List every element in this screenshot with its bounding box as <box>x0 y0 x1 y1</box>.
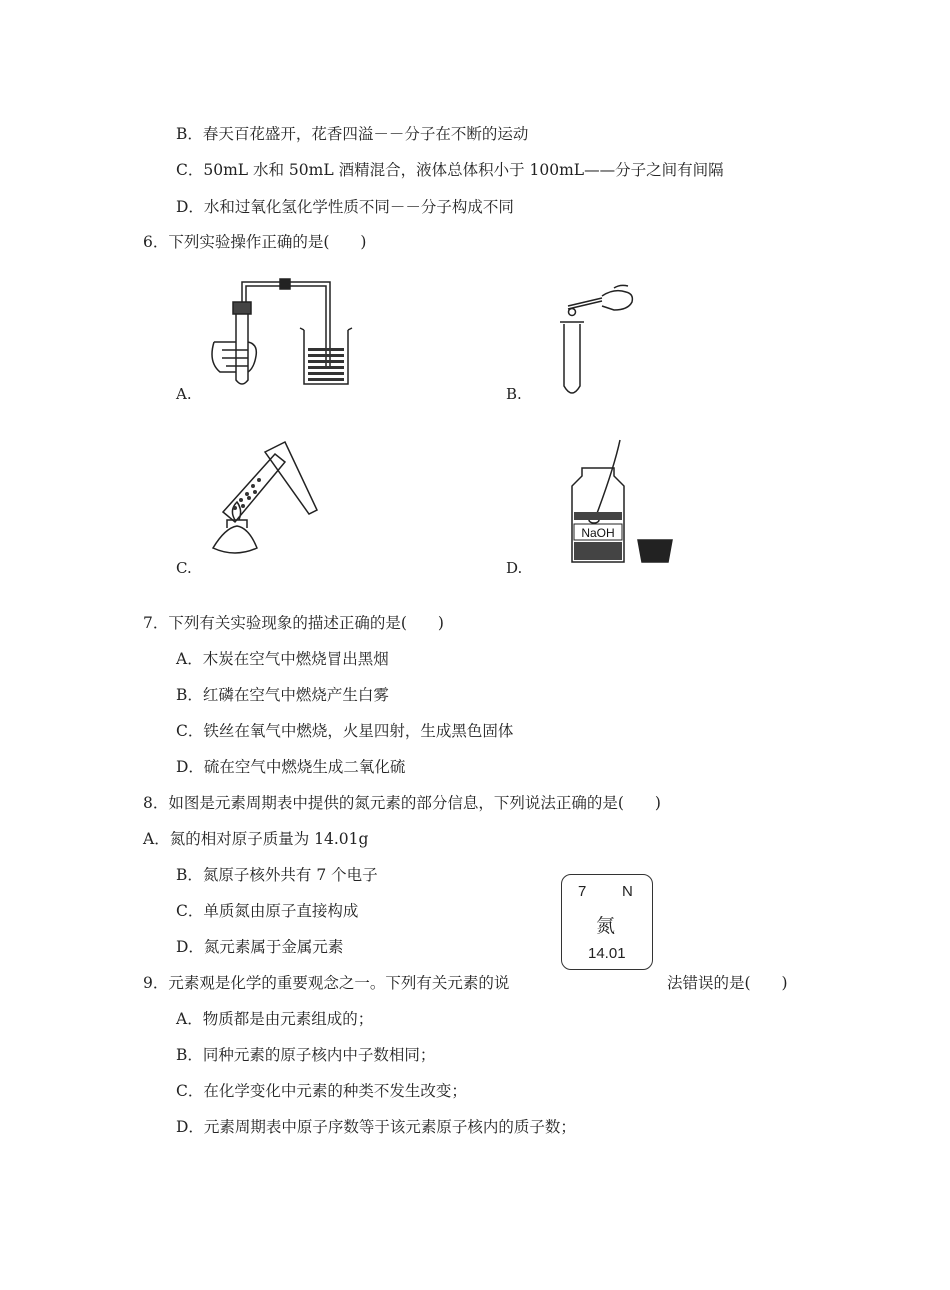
q7-option-c: C．铁丝在氧气中燃烧，火星四射，生成黑色固体 <box>176 722 514 740</box>
figure-a-airtightness-check <box>200 272 360 392</box>
q8-option-c: C．单质氮由原子直接构成 <box>176 902 359 920</box>
q7-stem: 7．下列有关实验现象的描述正确的是( ) <box>143 614 444 632</box>
q9-option-c: C．在化学变化中元素的种类不发生改变； <box>176 1082 467 1100</box>
figure-b-adding-solid <box>550 282 650 400</box>
q9-stem-part2: 法错误的是( ) <box>667 974 788 992</box>
nitrogen-element-cell <box>561 874 653 970</box>
q9-stem-part1: 9．元素观是化学的重要观念之一。下列有关元素的说 <box>143 974 510 992</box>
q8-option-a: A．氮的相对原子质量为 14.01g <box>143 830 369 848</box>
q6-stem: 6．下列实验操作正确的是( ) <box>143 233 367 251</box>
figure-c-heating-tube <box>205 440 325 570</box>
atomic-number: 7 <box>578 883 587 900</box>
figure-a-label: A. <box>176 385 192 403</box>
figure-c-label: C. <box>176 559 192 577</box>
figure-d-naoh-bottle <box>566 438 676 568</box>
naoh-label: NaOH <box>581 526 615 540</box>
figure-d-label: D. <box>506 559 523 577</box>
q5-option-d: D．水和过氧化氢化学性质不同－－分子构成不同 <box>176 198 514 216</box>
atomic-mass: 14.01 <box>588 945 626 962</box>
q9-option-d: D．元素周期表中原子序数等于该元素原子核内的质子数； <box>176 1118 576 1136</box>
q5-option-b: B．春天百花盛开，花香四溢－－分子在不断的运动 <box>176 125 529 143</box>
q9-option-a: A．物质都是由元素组成的； <box>176 1010 374 1028</box>
element-symbol: N <box>622 883 633 900</box>
q8-option-d: D．氮元素属于金属元素 <box>176 938 344 956</box>
q9-option-b: B．同种元素的原子核内中子数相同； <box>176 1046 436 1064</box>
q7-option-d: D．硫在空气中燃烧生成二氧化硫 <box>176 758 406 776</box>
figure-b-label: B. <box>506 385 522 403</box>
q8-option-b: B．氮原子核外共有 7 个电子 <box>176 866 378 884</box>
q7-option-b: B．红磷在空气中燃烧产生白雾 <box>176 686 389 704</box>
q8-stem: 8．如图是元素周期表中提供的氮元素的部分信息，下列说法正确的是( ) <box>143 794 661 812</box>
q5-option-c: C．50mL 水和 50mL 酒精混合，液体总体积小于 100mL——分子之间有间隔 <box>176 161 724 179</box>
element-name: 氮 <box>596 915 616 937</box>
q7-option-a: A．木炭在空气中燃烧冒出黑烟 <box>176 650 389 668</box>
